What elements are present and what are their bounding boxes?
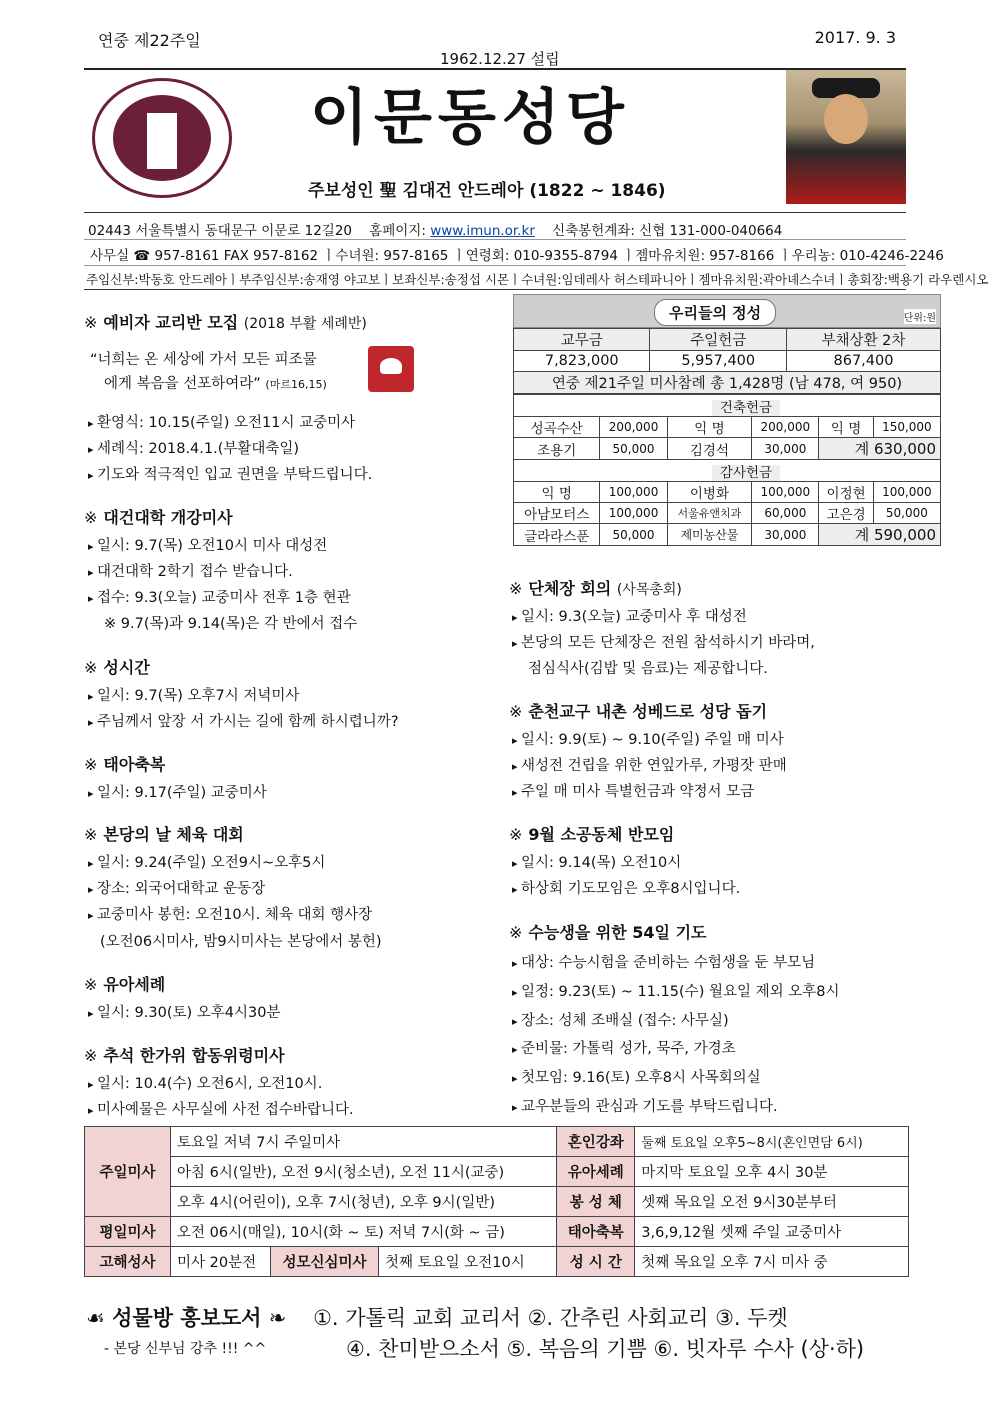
section-title: ※ 성시간 [84,658,150,677]
section-title: ※ 9월 소공동체 반모임 [509,825,675,844]
asterism-icon: ※ [84,658,98,677]
unit-label: 단위:원 [904,309,936,324]
list-item: ▸ 교우분들의 관심과 기도를 부탁드립니다. [512,1095,778,1116]
list-item: ▸ 일시: 9.30(토) 오후4시30분 [88,1001,280,1022]
list-item: ▸ 하상회 기도모임은 오후8시입니다. [512,877,740,898]
quote: 에게 복음을 선포하여라” (마르16,15) [104,376,327,392]
asterism-icon: ※ [84,313,98,332]
list-item: ▸ 준비물: 가톨릭 성가, 묵주, 가경초 [512,1037,736,1058]
list-item: ▸ 주일 매 미사 특별헌금과 약정서 모금 [512,780,754,801]
promo-line [86,1302,788,1332]
section-title: ※ 태아축복 [84,755,166,774]
list-item: ▸ 일시: 9.17(주일) 교중미사 [88,781,267,802]
list-item: ▸ 장소: 외국어대학교 운동장 [88,877,265,898]
mass-schedule-table: 주일미사 토요일 저녁 7시 주일미사 혼인강좌 둘째 토요일 오후5~8시(혼인면담 6시) 아침 6시(일반), 오전 9시(청소년), 오전 11시(교중) 유아세례 마지막 토요일 오후 4시 30분 오후 4시(어린이), 오후 7시(청년), 오후 9시(일반) 봉 성 체 셋째 목요일 오전 9시30분부터 평일미사 오전 06시(매일), 10시(화 ~ 토) 저녁 7시(화 ~ 금) 태아축복 3,6,9,12월 셋째 주일 교중미사 고해성사 미사 20분전 성모신심미사 첫째 토요일 오전10시 성 시 간 첫째 목요일 오후 7시 미사 중 [84,1126,909,1277]
list-item: ▸ 일시: 9.24(주일) 오전9시~오후5시 [88,851,325,872]
asterism-icon: ※ [509,579,523,598]
parish-logo [92,78,232,198]
list-item: ▸ 세례식: 2018.4.1.(부활대축일) [88,437,299,458]
parish-title: 이문동성당 [310,83,630,153]
note: (오전06시미사, 밤9시미사는 본당에서 봉헌) [100,934,382,950]
offering-header [513,294,941,328]
promo-note: - 본당 신부님 강추 !!! ^^ [104,1341,267,1357]
asterism-icon: ※ [84,1046,98,1065]
promo-title: ☙ 성물방 홍보도서 ❧ [86,1306,287,1330]
list-item: ▸ 환영식: 10.15(주일) 오전11시 교중미사 [88,411,355,432]
contact-line: 사무실 ☎ 957-8161 FAX 957-8162 ㅣ수녀원: 957-8165 ㅣ연령회: 010-9355-8794 ㅣ젬마유치원: 957-8166 ㅣ우리농: 010-4246-2246 [84,240,906,266]
list-item: ▸ 일시: 9.7(목) 오전10시 미사 대성전 [88,534,327,555]
list-item: ▸ 접수: 9.3(오늘) 교중미사 전후 1층 현관 [88,586,351,607]
section-title: ※ 유아세례 [84,975,166,994]
list-item: ▸ 일시: 10.4(수) 오전6시, 오전10시. [88,1072,322,1093]
address-line [84,212,906,240]
account: 신축봉헌계좌: 신협 131-000-040664 [552,223,783,239]
list-item: ▸ 주님께서 앞장 서 가시는 길에 함께 하시렵니까? [88,710,399,731]
homepage-label: 홈페이지: [369,223,426,239]
list-item: ▸ 교중미사 봉헌: 오전10시. 체육 대회 행사장 [88,903,372,924]
homepage-link[interactable]: www.imun.or.kr [430,223,535,239]
list-item: ▸ 일시: 9.3(오늘) 교중미사 후 대성전 [512,605,747,626]
holy-spirit-icon [368,346,414,392]
quote: “너희는 온 세상에 가서 모든 피조물 [90,352,317,368]
attendance: 연중 제21주일 미사참례 총 1,428명 (남 478, 여 950) [514,372,941,394]
saint-portrait [786,70,906,204]
list-item: ▸ 미사예물은 사무실에 사전 접수바랍니다. [88,1098,354,1119]
section-title: ※ 본당의 날 체육 대회 [84,825,244,844]
list-item: ▸ 기도와 적극적인 입교 권면을 부탁드립니다. [88,463,372,484]
note: ※ 9.7(목)과 9.14(목)은 각 반에서 접수 [104,616,358,632]
section-title: ※ 대건대학 개강미사 [84,508,233,527]
patron-saint: 주보성인 聖 김대건 안드레아 (1822 ~ 1846) [308,181,666,201]
list-item: ▸ 대건대학 2학기 접수 받습니다. [88,560,293,581]
list-item: ▸ 일시: 9.14(목) 오전10시 [512,851,681,872]
offering-box [513,294,941,546]
asterism-icon: ※ [84,825,98,844]
address: 02443 서울특별시 동대문구 이문로 12길20 [88,223,352,239]
list-item: ▸ 새성전 건립을 위한 연잎가루, 가평잣 판매 [512,754,787,775]
section-title: ※ 단체장 회의 (사목총회) [509,579,682,598]
list-item: ▸ 첫모임: 9.16(토) 오후8시 사목회의실 [512,1066,761,1087]
note: 점심식사(김밥 및 음료)는 제공합니다. [528,661,768,677]
book-list-2: ④. 찬미받으소서 ⑤. 복음의 기쁨 ⑥. 빗자루 수사 (상·하) [346,1337,865,1361]
staff-line: 주임신부:박동호 안드레아ㅣ부주임신부:송재영 야고보ㅣ보좌신부:송정섭 시몬ㅣ수녀원:임데레사 허스테파니아ㅣ젬마유치원:곽아녜스수녀ㅣ총회장:백용기 라우렌시오 [84,266,906,290]
asterism-icon: ※ [84,508,98,527]
book-list-1: ①. 가톨릭 교회 교리서 ②. 간추린 사회교리 ③. 두켓 [313,1306,788,1330]
offering-label: 우리들의 정성 [654,299,776,326]
asterism-icon: ※ [84,755,98,774]
asterism-icon: ※ [509,825,523,844]
asterism-icon: ※ [84,975,98,994]
list-item: ▸ 대상: 수능시험을 준비하는 수험생을 둔 부모님 [512,951,815,972]
asterism-icon: ※ [509,702,523,721]
list-item: ▸ 일시: 9.7(목) 오후7시 저녁미사 [88,684,299,705]
list-item: ▸ 일시: 9.9(토) ~ 9.10(주일) 주일 매 미사 [512,728,784,749]
building-fund-table: 건축헌금 성곡수산 200,000 익 명 200,000 익 명 150,000 조용기 50,000 김경석 30,000 계 630,000 감사헌금 익 명 100,000 이병화 100,000 이정현 100,000 아남모터스 100,000 서울유앤치과 60,000 고은경 50,000 글라라스푼 50,000 제미농산물 30,000 계 590,000 [513,394,941,546]
list-item: ▸ 일정: 9.23(토) ~ 11.15(수) 월요일 제외 오후8시 [512,980,839,1001]
section-title: ※ 예비자 교리반 모집 (2018 부활 세례반) [84,313,367,332]
asterism-icon: ※ [509,923,523,942]
section-title: ※ 수능생을 위한 54일 기도 [509,923,707,942]
list-item: ▸ 장소: 성체 조배실 (접수: 사무실) [512,1009,729,1030]
founded-date: 1962.12.27 설립 [440,50,560,68]
offering-table: 교무금 주일헌금 부채상환 2차 7,823,000 5,957,400 867,400 연중 제21주일 미사참례 총 1,428명 (남 478, 여 950) [513,328,941,394]
section-title: ※ 추석 한가위 합동위령미사 [84,1046,285,1065]
list-item: ▸ 본당의 모든 단체장은 전원 참석하시기 바라며, [512,631,815,652]
issue-date: 2017. 9. 3 [814,28,896,47]
week-label: 연중 제22주일 [98,31,201,50]
section-title: ※ 춘천교구 내촌 성베드로 성당 돕기 [509,702,768,721]
